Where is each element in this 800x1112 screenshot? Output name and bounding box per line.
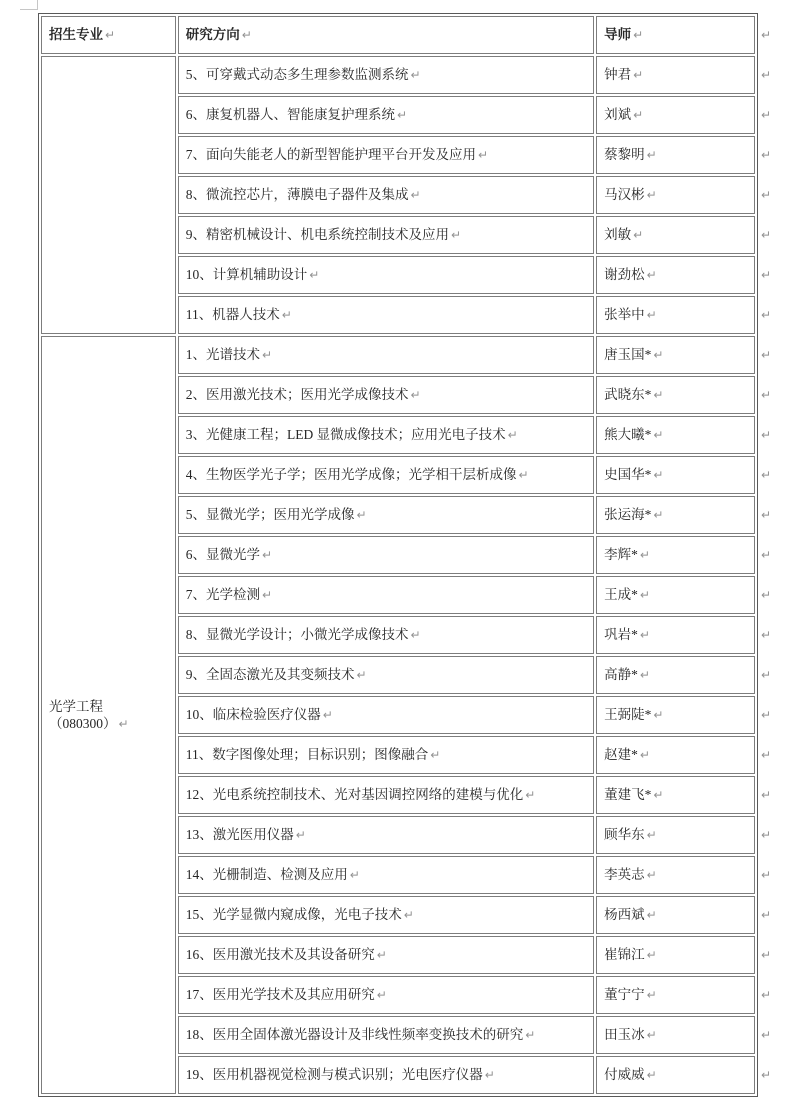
direction-cell xyxy=(178,336,594,374)
end-of-row-mark-icon: ↵ xyxy=(761,948,772,962)
paragraph-mark-icon: ↵ xyxy=(653,508,664,522)
direction-cell xyxy=(178,976,594,1014)
advisor-name: 张运海* xyxy=(604,507,652,522)
advisor-cell xyxy=(596,96,755,134)
paragraph-mark-icon: ↵ xyxy=(410,628,421,642)
paragraph-mark-icon: ↵ xyxy=(451,228,462,242)
paragraph-mark-icon: ↵ xyxy=(646,308,657,322)
direction-text: 11、数字图像处理；目标识别；图像融合 xyxy=(185,747,429,762)
major-code: （080300） xyxy=(49,715,117,731)
header-label: 招生专业 xyxy=(49,27,103,42)
paragraph-mark-icon: ↵ xyxy=(633,228,644,242)
direction-cell xyxy=(178,176,594,214)
advisor-name: 高静* xyxy=(604,667,638,682)
advisor-cell xyxy=(596,976,755,1014)
advisor-name: 顾华东 xyxy=(604,827,645,842)
advisor-cell xyxy=(596,896,755,934)
paragraph-mark-icon: ↵ xyxy=(653,708,664,722)
advisor-cell xyxy=(596,376,755,414)
direction-text: 8、显微光学设计；小微光学成像技术 xyxy=(185,627,409,642)
direction-text: 3、光健康工程；LED 显微成像技术；应用光电子技术 xyxy=(185,427,506,442)
direction-cell xyxy=(178,656,594,694)
direction-cell xyxy=(178,896,594,934)
column-header-major xyxy=(41,16,176,54)
direction-text: 10、计算机辅助设计 xyxy=(185,267,308,282)
advisor-cell xyxy=(596,456,755,494)
paragraph-mark-icon: ↵ xyxy=(646,988,657,1002)
end-of-row-mark-icon: ↵ xyxy=(761,468,772,482)
paragraph-mark-icon: ↵ xyxy=(653,788,664,802)
end-of-row-mark-icon: ↵ xyxy=(761,428,772,442)
advisor-name: 唐玉国* xyxy=(604,347,652,362)
table-row xyxy=(41,56,755,94)
paragraph-mark-icon: ↵ xyxy=(478,148,489,162)
direction-cell xyxy=(178,936,594,974)
direction-text: 7、面向失能老人的新型智能护理平台开发及应用 xyxy=(185,147,476,162)
end-of-row-mark-icon: ↵ xyxy=(761,188,772,202)
end-of-row-mark-icon: ↵ xyxy=(761,148,772,162)
advisor-cell xyxy=(596,536,755,574)
advisor-cell xyxy=(596,496,755,534)
direction-cell xyxy=(178,376,594,414)
advisor-name: 武晓东* xyxy=(604,387,652,402)
major-cell xyxy=(41,336,176,1094)
direction-text: 4、生物医学光子学；医用光学成像；光学相干层析成像 xyxy=(185,467,517,482)
paragraph-mark-icon: ↵ xyxy=(349,868,360,882)
advisor-name: 张举中 xyxy=(604,307,645,322)
advisor-cell xyxy=(596,336,755,374)
direction-text: 5、显微光学；医用光学成像 xyxy=(185,507,355,522)
paragraph-mark-icon: ↵ xyxy=(397,108,408,122)
direction-text: 14、光栅制造、检测及应用 xyxy=(185,867,348,882)
direction-text: 5、可穿戴式动态多生理参数监测系统 xyxy=(185,67,409,82)
paragraph-mark-icon: ↵ xyxy=(295,828,306,842)
paragraph-mark-icon: ↵ xyxy=(639,668,650,682)
advisor-cell xyxy=(596,576,755,614)
paragraph-mark-icon: ↵ xyxy=(410,388,421,402)
direction-cell xyxy=(178,96,594,134)
end-of-row-mark-icon: ↵ xyxy=(761,508,772,522)
column-header-advisor xyxy=(596,16,755,54)
direction-cell xyxy=(178,736,594,774)
paragraph-mark-icon: ↵ xyxy=(646,1068,657,1082)
paragraph-mark-icon: ↵ xyxy=(639,588,650,602)
advisor-name: 钟君 xyxy=(604,67,632,82)
direction-cell xyxy=(178,776,594,814)
paragraph-mark-icon: ↵ xyxy=(646,908,657,922)
advisor-name: 马汉彬 xyxy=(604,187,645,202)
advisor-cell xyxy=(596,416,755,454)
advisor-name: 李辉* xyxy=(604,547,638,562)
paragraph-mark-icon: ↵ xyxy=(356,668,367,682)
direction-text: 9、全固态激光及其变频技术 xyxy=(185,667,355,682)
direction-text: 6、康复机器人、智能康复护理系统 xyxy=(185,107,395,122)
paragraph-mark-icon: ↵ xyxy=(507,428,518,442)
margin-crop-mark-vertical xyxy=(37,0,38,10)
paragraph-mark-icon: ↵ xyxy=(653,428,664,442)
major-cell xyxy=(41,56,176,334)
paragraph-mark-icon: ↵ xyxy=(356,508,367,522)
paragraph-mark-icon: ↵ xyxy=(376,988,387,1002)
direction-text: 7、光学检测 xyxy=(185,587,260,602)
paragraph-mark-icon: ↵ xyxy=(322,708,333,722)
end-of-row-mark-icon: ↵ xyxy=(761,908,772,922)
paragraph-mark-icon: ↵ xyxy=(646,148,657,162)
direction-text: 19、医用机器视觉检测与模式识别；光电医疗仪器 xyxy=(185,1067,483,1082)
advisor-cell xyxy=(596,56,755,94)
paragraph-mark-icon: ↵ xyxy=(262,548,273,562)
advisor-name: 史国华* xyxy=(604,467,652,482)
advisor-cell xyxy=(596,616,755,654)
direction-cell xyxy=(178,536,594,574)
advisor-cell xyxy=(596,856,755,894)
paragraph-mark-icon: ↵ xyxy=(376,948,387,962)
end-of-row-mark-icon: ↵ xyxy=(761,748,772,762)
paragraph-mark-icon: ↵ xyxy=(525,788,536,802)
paragraph-mark-icon: ↵ xyxy=(646,948,657,962)
advisor-cell xyxy=(596,216,755,254)
direction-text: 16、医用激光技术及其设备研究 xyxy=(185,947,375,962)
end-of-row-mark-icon: ↵ xyxy=(761,28,772,42)
advisor-name: 巩岩* xyxy=(604,627,638,642)
paragraph-mark-icon: ↵ xyxy=(403,908,414,922)
advisor-name: 赵建* xyxy=(604,747,638,762)
end-of-row-mark-icon: ↵ xyxy=(761,708,772,722)
paragraph-mark-icon: ↵ xyxy=(118,716,129,731)
paragraph-mark-icon: ↵ xyxy=(484,1068,495,1082)
table-header xyxy=(41,16,755,54)
advisor-name: 蔡黎明 xyxy=(604,147,645,162)
paragraph-mark-icon: ↵ xyxy=(525,1028,536,1042)
direction-cell xyxy=(178,256,594,294)
direction-text: 8、微流控芯片，薄膜电子器件及集成 xyxy=(185,187,409,202)
major-name: 光学工程 xyxy=(49,698,103,714)
end-of-row-mark-icon: ↵ xyxy=(761,268,772,282)
end-of-row-mark-icon: ↵ xyxy=(761,108,772,122)
advisor-name: 李英志 xyxy=(604,867,645,882)
direction-cell xyxy=(178,1016,594,1054)
end-of-row-mark-icon: ↵ xyxy=(761,228,772,242)
paragraph-mark-icon: ↵ xyxy=(410,68,421,82)
advisor-cell xyxy=(596,816,755,854)
paragraph-mark-icon: ↵ xyxy=(262,348,273,362)
advisor-cell xyxy=(596,1016,755,1054)
paragraph-mark-icon: ↵ xyxy=(646,868,657,882)
paragraph-mark-icon: ↵ xyxy=(633,28,644,42)
direction-cell xyxy=(178,296,594,334)
advisor-name: 刘斌 xyxy=(604,107,632,122)
paragraph-mark-icon: ↵ xyxy=(639,548,650,562)
end-of-row-mark-icon: ↵ xyxy=(761,588,772,602)
paragraph-mark-icon: ↵ xyxy=(262,588,273,602)
table-body xyxy=(41,56,755,1094)
header-row xyxy=(41,16,755,54)
end-of-row-mark-icon: ↵ xyxy=(761,388,772,402)
direction-cell xyxy=(178,136,594,174)
direction-text: 18、医用全固体激光器设计及非线性频率变换技术的研究 xyxy=(185,1027,524,1042)
advisor-cell xyxy=(596,936,755,974)
end-of-row-mark-icon: ↵ xyxy=(761,988,772,1002)
end-of-row-mark-icon: ↵ xyxy=(761,668,772,682)
end-of-row-mark-icon: ↵ xyxy=(761,308,772,322)
paragraph-mark-icon: ↵ xyxy=(646,828,657,842)
header-label: 研究方向 xyxy=(185,27,240,42)
advisor-name: 杨西斌 xyxy=(604,907,645,922)
end-of-row-mark-icon: ↵ xyxy=(761,868,772,882)
direction-cell xyxy=(178,576,594,614)
direction-text: 9、精密机械设计、机电系统控制技术及应用 xyxy=(185,227,449,242)
end-of-row-mark-icon: ↵ xyxy=(761,788,772,802)
direction-text: 1、光谱技术 xyxy=(185,347,260,362)
paragraph-mark-icon: ↵ xyxy=(639,748,650,762)
direction-cell xyxy=(178,216,594,254)
advisor-name: 付威威 xyxy=(604,1067,645,1082)
advisor-name: 董建飞* xyxy=(604,787,652,802)
advisor-cell xyxy=(596,696,755,734)
paragraph-mark-icon: ↵ xyxy=(653,348,664,362)
direction-text: 15、光学显微内窥成像，光电子技术 xyxy=(185,907,402,922)
advisor-name: 田玉冰 xyxy=(604,1027,645,1042)
paragraph-mark-icon: ↵ xyxy=(430,748,441,762)
end-of-row-mark-icon: ↵ xyxy=(761,548,772,562)
column-header-direction xyxy=(178,16,594,54)
table-row xyxy=(41,336,755,374)
paragraph-mark-icon: ↵ xyxy=(241,28,252,42)
advisor-name: 刘敏 xyxy=(604,227,632,242)
direction-cell xyxy=(178,456,594,494)
advisor-cell xyxy=(596,1056,755,1094)
direction-text: 10、临床检验医疗仪器 xyxy=(185,707,321,722)
paragraph-mark-icon: ↵ xyxy=(646,268,657,282)
advisor-cell xyxy=(596,176,755,214)
advisor-cell xyxy=(596,736,755,774)
direction-text: 13、激光医用仪器 xyxy=(185,827,294,842)
direction-cell xyxy=(178,496,594,534)
paragraph-mark-icon: ↵ xyxy=(309,268,320,282)
direction-cell xyxy=(178,1056,594,1094)
paragraph-mark-icon: ↵ xyxy=(105,28,116,42)
margin-crop-mark-horizontal xyxy=(20,9,37,10)
advisor-name: 熊大曦* xyxy=(604,427,652,442)
advisor-name: 谢劲松 xyxy=(604,267,645,282)
advisor-name: 王成* xyxy=(604,587,638,602)
direction-cell xyxy=(178,856,594,894)
advisor-name: 崔锦江 xyxy=(604,947,645,962)
admissions-table xyxy=(38,13,758,1097)
advisor-name: 王弼陡* xyxy=(604,707,652,722)
advisor-cell xyxy=(596,776,755,814)
advisor-cell xyxy=(596,136,755,174)
direction-cell xyxy=(178,56,594,94)
paragraph-mark-icon: ↵ xyxy=(639,628,650,642)
direction-cell xyxy=(178,616,594,654)
direction-cell xyxy=(178,416,594,454)
direction-text: 2、医用激光技术；医用光学成像技术 xyxy=(185,387,409,402)
direction-text: 12、光电系统控制技术、光对基因调控网络的建模与优化 xyxy=(185,787,524,802)
advisor-cell xyxy=(596,256,755,294)
paragraph-mark-icon: ↵ xyxy=(653,468,664,482)
direction-cell xyxy=(178,696,594,734)
paragraph-mark-icon: ↵ xyxy=(653,388,664,402)
paragraph-mark-icon: ↵ xyxy=(633,108,644,122)
advisor-cell xyxy=(596,296,755,334)
header-label: 导师 xyxy=(604,27,632,42)
end-of-row-mark-icon: ↵ xyxy=(761,348,772,362)
direction-cell xyxy=(178,816,594,854)
advisor-cell xyxy=(596,656,755,694)
paragraph-mark-icon: ↵ xyxy=(646,1028,657,1042)
end-of-row-mark-icon: ↵ xyxy=(761,1068,772,1082)
paragraph-mark-icon: ↵ xyxy=(410,188,421,202)
end-of-row-mark-icon: ↵ xyxy=(761,628,772,642)
paragraph-mark-icon: ↵ xyxy=(633,68,644,82)
direction-text: 11、机器人技术 xyxy=(185,307,280,322)
paragraph-mark-icon: ↵ xyxy=(281,308,292,322)
direction-text: 17、医用光学技术及其应用研究 xyxy=(185,987,375,1002)
end-of-row-mark-icon: ↵ xyxy=(761,828,772,842)
paragraph-mark-icon: ↵ xyxy=(646,188,657,202)
direction-text: 6、显微光学 xyxy=(185,547,260,562)
advisor-name: 董宁宁 xyxy=(604,987,645,1002)
end-of-row-mark-icon: ↵ xyxy=(761,68,772,82)
end-of-row-mark-icon: ↵ xyxy=(761,1028,772,1042)
paragraph-mark-icon: ↵ xyxy=(518,468,529,482)
